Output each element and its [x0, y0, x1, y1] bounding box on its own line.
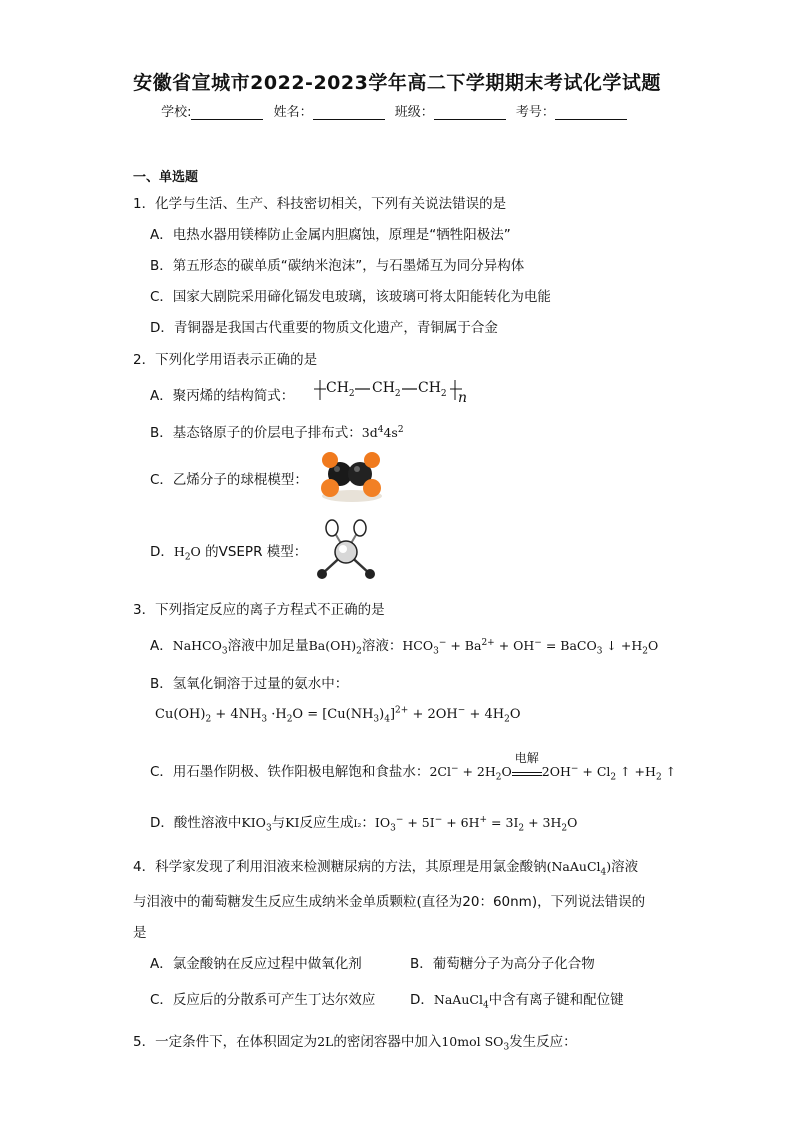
q3-stem: 3．下列指定反应的离子方程式不正确的是: [133, 602, 385, 618]
polymer-n-subscript: n: [458, 390, 468, 406]
q2-option-c: C．乙烯分子的球棍模型：: [150, 472, 308, 488]
name-label: 姓名：: [273, 105, 313, 120]
student-info-line: [0, 101, 794, 120]
q3-option-b: B．氢氧化铜溶于过量的氨水中：: [150, 676, 349, 692]
school-label: 学校:: [161, 105, 192, 120]
page-title: 安徽省宣城市2022-2023学年高二下学期期末考试化学试题: [133, 72, 661, 94]
q5-stem: 5．一定条件下，在体积固定为2L的密闭容器中加入10mol $SO_3$发生反应：: [133, 1034, 577, 1053]
q3-option-c: C．用石墨作阴极、铁作阳极电解饱和食盐水：$2Cl^- + 2H_2O$ 电解 $2OH^- + Cl_2$ ↑ $+H_2$ ↑: [150, 751, 677, 783]
ch2-group-3: $CH_2$: [418, 380, 447, 399]
q3-equation-a: $HCO_3^- + Ba^{2+} + OH^-$ = BaCO$_3$ ↓ $+H_2O$: [402, 637, 659, 657]
ch2-group-1: $CH_2$: [326, 380, 355, 399]
polypropylene-structure: [312, 376, 472, 406]
q1-option-c: C．国家大剧院采用碲化镉发电玻璃，该玻璃可将太阳能转化为电能: [150, 289, 551, 305]
class-blank[interactable]: [434, 106, 506, 120]
q4-option-d: D．NaAuCl$_4$中含有离子键和配位键: [410, 992, 624, 1011]
h2o-vsepr-model: [314, 518, 380, 580]
q2-option-d: D．$H_2O$ 的VSEPR 模型：: [150, 544, 308, 563]
q4-stem-line1: 4．科学家发现了利用泪液来检测糖尿病的方法，其原理是用氯金酸钠(NaAuCl$_4$)溶液: [133, 859, 639, 878]
section-heading: 一、单选题: [133, 170, 199, 185]
q3-equation-b: $Cu(OH)_2 + 4NH_3 \cdot H_2O = [Cu(NH_3)_4]^{2+} + 2OH^- + 4H_2O$: [155, 705, 521, 725]
h2o-formula: $H_2O$: [173, 544, 201, 563]
q2-stem: 2．下列化学用语表示正确的是: [133, 352, 318, 368]
q1-option-b: B．第五形态的碳单质“碳纳米泡沫”，与石墨烯互为同分异构体: [150, 258, 525, 274]
ch2-group-2: $CH_2$: [372, 380, 401, 399]
q4-stem-line2: 与泪液中的葡萄糖发生反应生成纳米金单质颗粒(直径为20：60nm)，下列说法错误的: [133, 894, 646, 910]
q1-option-d: D．青铜器是我国古代重要的物质文化遗产，青铜属于合金: [150, 320, 498, 336]
q4-stem-line3: 是: [133, 925, 147, 941]
name-blank[interactable]: [313, 106, 385, 120]
q2-option-a: A．聚丙烯的结构简式：: [150, 388, 295, 404]
school-blank[interactable]: [191, 106, 263, 120]
number-blank[interactable]: [555, 106, 627, 120]
q3-option-a: A．NaHCO$_3$溶液中加足量$Ba(OH)_2$溶液：$HCO_3^- + Ba^{2+} + OH^-$ = BaCO$_3$ ↓ $+H_2O$: [150, 637, 659, 657]
ethylene-ball-stick-model: [316, 448, 388, 504]
q1-option-a: A．电热水器用镁棒防止金属内胆腐蚀，原理是“牺牲阳极法”: [150, 227, 511, 243]
q4-option-b: B．葡萄糖分子为高分子化合物: [410, 956, 595, 972]
number-label: 考号：: [515, 105, 555, 120]
electrolysis-arrow: 电解: [512, 765, 542, 776]
cr-electron-config: $3d^44s^2$: [361, 424, 404, 440]
q4-option-a: A．氯金酸钠在反应过程中做氧化剂: [150, 956, 362, 972]
q1-stem: 1．化学与生活、生产、科技密切相关，下列有关说法错误的是: [133, 196, 507, 212]
q2-option-b: B．基态铬原子的价层电子排布式：$3d^44s^2$: [150, 424, 404, 441]
class-label: 班级：: [394, 105, 434, 120]
q3-option-d: D．酸性溶液中$KIO_3$与KI反应生成I₂：$IO_3^- + 5I^- + 6H^+ = 3I_2 + 3H_2O$: [150, 814, 578, 834]
q3-equation-d: $IO_3^- + 5I^- + 6H^+ = 3I_2 + 3H_2O$: [374, 814, 578, 834]
q4-option-c: C．反应后的分散系可产生丁达尔效应: [150, 992, 376, 1008]
